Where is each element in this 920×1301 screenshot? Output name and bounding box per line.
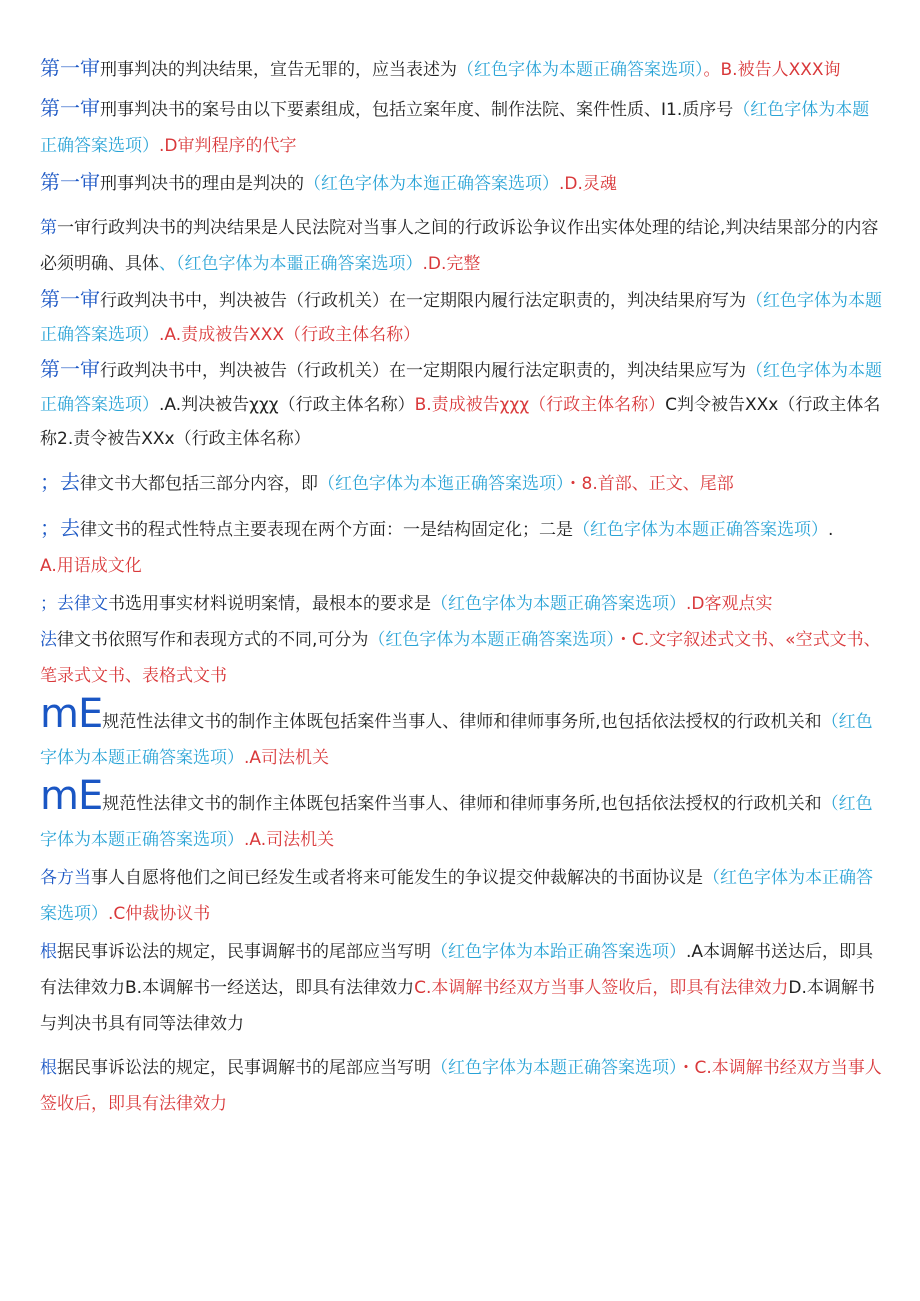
- entry-question: 书选用事实材料说明案情，最根本的要求是: [108, 594, 431, 614]
- entry-question: 据民事诉讼法的规定，民事调解书的尾部应当写明: [57, 1058, 431, 1078]
- entry-question: 刑事判决的判决结果，宣告无罪的，应当表述为: [100, 60, 457, 80]
- qa-entry-4: [40, 210, 884, 282]
- entry-hint: （红色字体为本迤正确答案选项）: [304, 174, 559, 194]
- entry-lead: 第一审: [40, 170, 100, 194]
- entry-question: 刑事判决书的案号由以下要素组成，包括立案年度、制作法院、案件性质、I1.质序号: [100, 100, 734, 120]
- entry-answer: ・C.文字叙述式文书、«空式文书、笔录式文书、表格式文书: [40, 630, 881, 686]
- entry-answer: .A.司法机关: [244, 830, 335, 850]
- entry-question: 律文书依照写作和表现方式的不同,可分为: [57, 630, 369, 650]
- entry-lead: 根: [40, 942, 57, 962]
- entry-question: 规范性法律文书的制作主体既包括案件当事人、律师和律师事务所,也包括依法授权的行政机关和: [102, 712, 822, 732]
- entry-answer: B.责成被告χχχ（行政主体名称）: [414, 395, 666, 415]
- entry-option-text: D.本调解书与判决书具有同等法律效力: [40, 978, 875, 1034]
- entry-hint: （红色字体为本题正确答案选项）: [40, 100, 870, 156]
- entry-answer: .D.灵魂: [559, 174, 617, 194]
- entry-question: 律文书大都包括三部分内容，即: [80, 474, 318, 494]
- entry-question: 行政判决书中，判决被告（行政机关）在一定期限内履行法定职责的，判决结果应写为: [100, 361, 746, 381]
- entry-answer: A.用语成文化: [40, 556, 142, 576]
- entry-option-text: .A.判决被告χχχ（行政主体名称）: [159, 395, 415, 415]
- entry-question: 一审行政判决书的判决结果是人民法院对当事人之间的行政诉讼争议作出实体处理的结论,判决结果部分的内容必须明确、具体: [40, 218, 879, 274]
- entry-answer: C.本调解书经双方当事人签收后，即具有法律效力: [414, 978, 789, 998]
- qa-entry-6: [40, 352, 884, 456]
- entry-answer: .D客观点实: [686, 594, 773, 614]
- qa-entry-3: [40, 164, 884, 202]
- entry-hint: （红色字体为本题正确答案选项）: [573, 520, 828, 540]
- entry-question: 行政判决书中，判决被告（行政机关）在一定期限内履行法定职责的，判决结果府写为: [100, 291, 746, 311]
- qa-entry-11: [40, 691, 884, 776]
- entry-lead: 第一审: [40, 287, 100, 311]
- entry-hint: （红色字体为本题正确答案选项）: [431, 594, 686, 614]
- entry-lead: 法: [40, 630, 57, 650]
- entry-question: 事人自愿将他们之间已经发生或者将来可能发生的争议提交仲裁解决的书面协议是: [91, 868, 703, 888]
- entry-hint: （红色字体为本迤正确答案选项）: [318, 474, 565, 494]
- entry-question: 律文书的程式性特点主要表现在两个方面：一是结构固定化；二是: [80, 520, 573, 540]
- entry-hint: （红色字体为本题正确答案选项）: [40, 712, 873, 768]
- qa-entry-1: [40, 50, 884, 88]
- entry-option-text: .: [828, 520, 834, 540]
- entry-lead: 第: [40, 218, 57, 238]
- entry-lead: 第一审: [40, 357, 100, 381]
- entry-question: 据民事诉讼法的规定，民事调解书的尾部应当写明: [57, 942, 431, 962]
- entry-answer: 。B.被告人XXX询: [703, 60, 841, 80]
- entry-answer: .A司法机关: [244, 748, 330, 768]
- entry-lead: mE: [40, 773, 103, 819]
- qa-entry-12: [40, 773, 884, 858]
- entry-hint: （红色字体为本题正确答案选项）: [40, 361, 882, 415]
- entry-lead: ；去: [40, 516, 80, 540]
- entry-hint: （红色字体为本题正确答案选项）: [457, 60, 704, 80]
- entry-question: 刑事判决书的理由是判决的: [100, 174, 304, 194]
- qa-entry-9: [40, 586, 884, 622]
- entry-answer: .D.完整: [422, 254, 481, 274]
- entry-lead: 第一审: [40, 96, 100, 120]
- entry-lead: 各方当: [40, 868, 91, 888]
- entry-hint: （红色字体为本题正确答案选项）: [368, 630, 615, 650]
- entry-answer: .C仲裁协议书: [108, 904, 211, 924]
- entry-answer: ・C.本调解书经双方当事人签收后，即具有法律效力: [40, 1058, 882, 1114]
- entry-lead: 根: [40, 1058, 57, 1078]
- entry-hint: （红色字体为本题正确答案选项）: [40, 291, 882, 345]
- entry-question: 规范性法律文书的制作主体既包括案件当事人、律师和律师事务所,也包括依法授权的行政机关和: [102, 794, 822, 814]
- entry-answer: .A.责成被告XXX（行政主体名称）: [159, 325, 421, 345]
- entry-answer: .D审判程序的代字: [159, 136, 297, 156]
- qa-entry-5: [40, 282, 884, 352]
- entry-answer: ・8.首部、正文、尾部: [564, 474, 734, 494]
- entry-hint: （红色字体为本跆正确答案选项）: [431, 942, 686, 962]
- entry-lead: ；去律文: [40, 594, 108, 614]
- entry-hint: 、（红色字体为本噩正确答案选项）: [159, 254, 423, 274]
- entry-lead: ；去: [40, 470, 80, 494]
- qa-entry-7: [40, 464, 884, 502]
- qa-entry-10: [40, 622, 884, 694]
- entry-option-text: .A本调解书送达后，即具有法律效力B.本调解书一经送达，即具有法律效力: [40, 942, 874, 998]
- entry-lead: mE: [40, 691, 103, 737]
- entry-hint: （红色字体为本正确答案选项）: [40, 868, 873, 924]
- entry-option-text: C判令被告XXx（行政主体名称2.责令被告XXx（行政主体名称）: [40, 395, 881, 449]
- qa-entry-14: [40, 934, 884, 1042]
- qa-entry-15: [40, 1050, 884, 1122]
- qa-entry-13: [40, 860, 884, 932]
- entry-hint: （红色字体为本题正确答案选项）: [40, 794, 873, 850]
- entry-lead: 第一审: [40, 56, 100, 80]
- qa-entry-8: [40, 510, 884, 584]
- qa-entry-2: [40, 90, 884, 164]
- entry-hint: （红色字体为本题正确答案选项）: [431, 1058, 678, 1078]
